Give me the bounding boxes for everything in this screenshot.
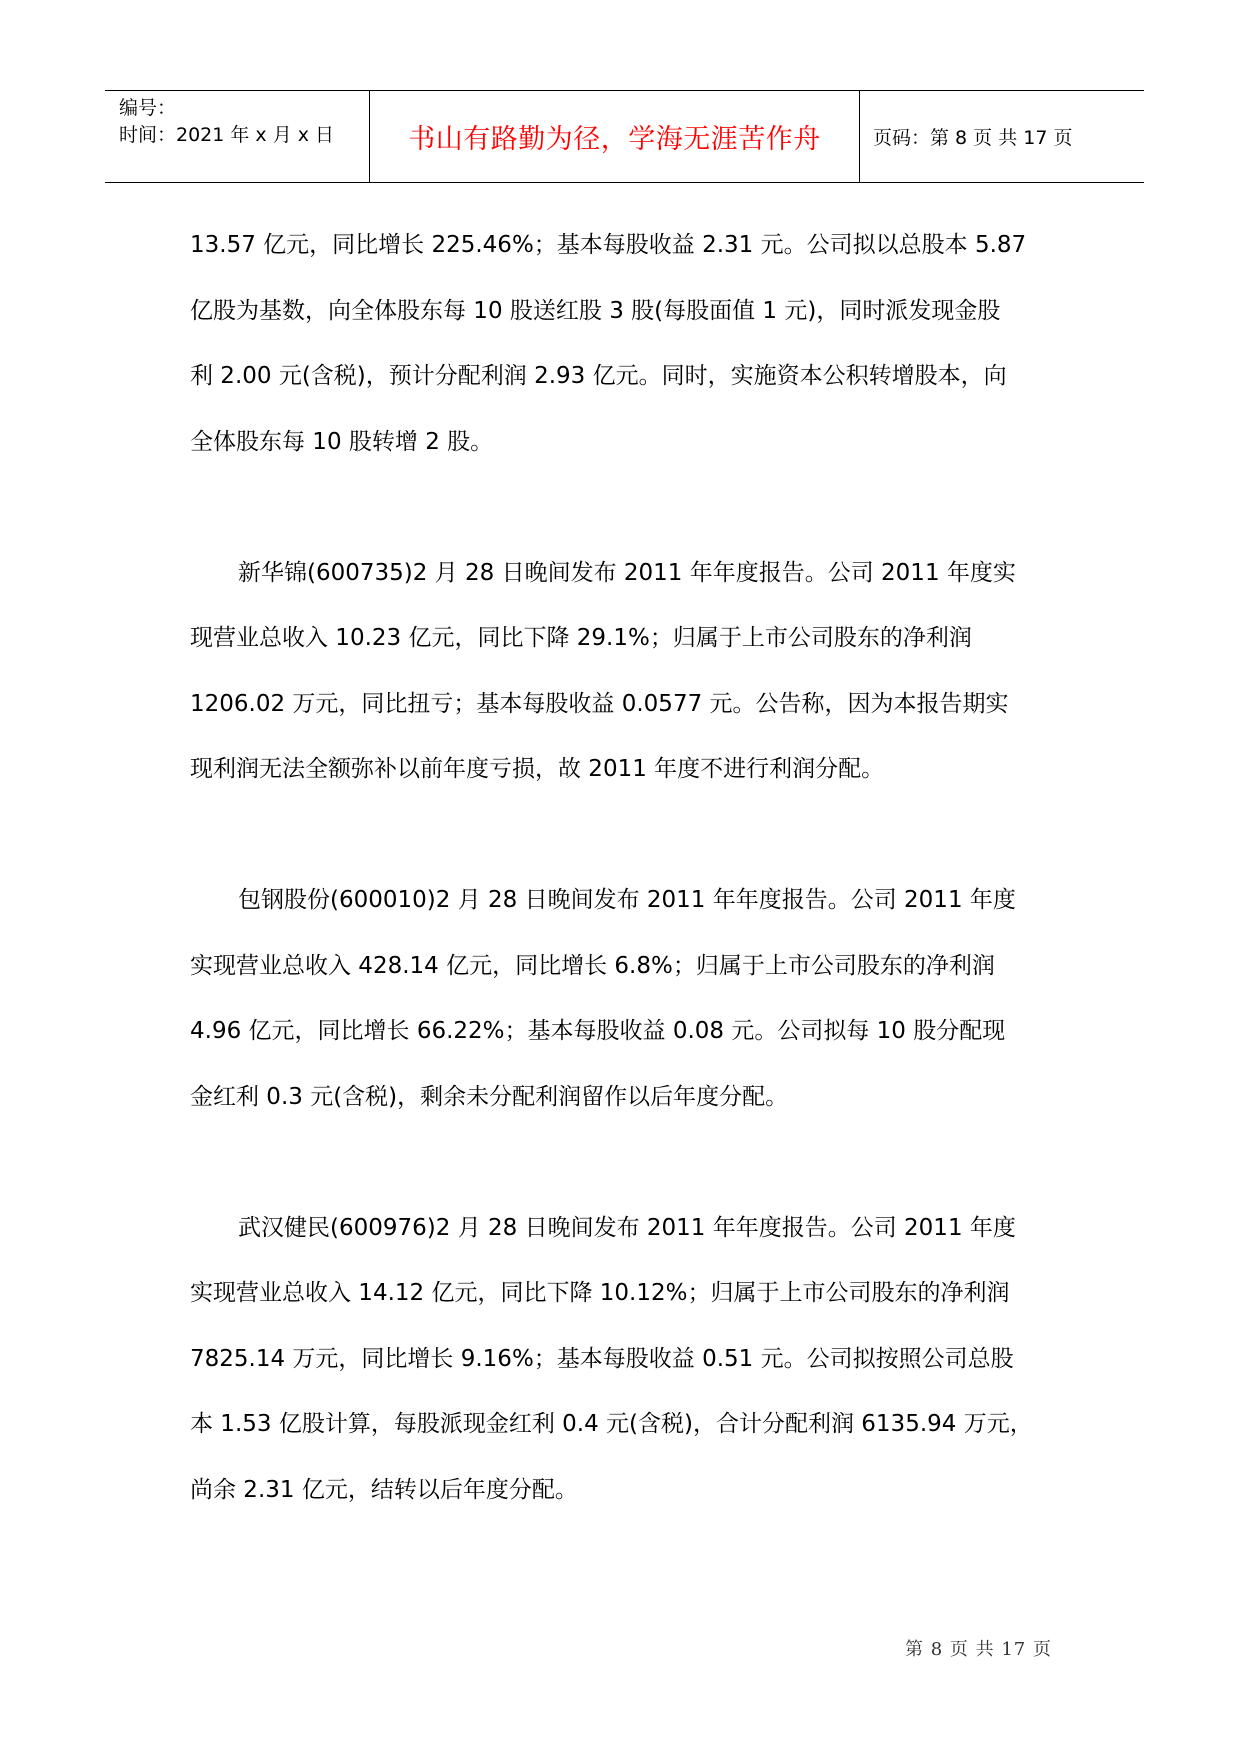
document-date-label: 时间：2021 年 x 月 x 日 — [119, 124, 335, 146]
text-line: 尚余 2.31 亿元，结转以后年度分配。 — [190, 1476, 578, 1503]
paragraph — [190, 868, 1090, 1130]
text-line: 金红利 0.3 元(含税)，剩余未分配利润留作以后年度分配。 — [190, 1083, 789, 1110]
text-line: 实现营业总收入 428.14 亿元，同比增长 6.8%；归属于上市公司股东的净利润 — [190, 952, 995, 979]
document-body — [190, 213, 1090, 1589]
text-line: 实现营业总收入 14.12 亿元，同比下降 10.12%；归属于上市公司股东的净利润 — [190, 1280, 1010, 1306]
paragraph — [190, 213, 1090, 475]
text-line: 1206.02 万元，同比扭亏；基本每股收益 0.0577 元。公告称，因为本报告期实 — [190, 690, 1009, 717]
text-line: 4.96 亿元，同比增长 66.22%；基本每股收益 0.08 元。公司拟每 10 股分配现 — [190, 1018, 1006, 1044]
text-line: 本 1.53 亿股计算，每股派现金红利 0.4 元(含税)，合计分配利润 6135.94 万元， — [190, 1411, 1033, 1437]
document-number-label: 编号： — [119, 97, 177, 119]
header-meta — [119, 95, 334, 149]
text-line: 亿股为基数，向全体股东每 10 股送红股 3 股(每股面值 1 元)，同时派发现金股 — [190, 297, 1001, 324]
text-line: 利 2.00 元(含税)，预计分配利润 2.93 亿元。同时，实施资本公积转增股本，向 — [190, 363, 1007, 389]
text-line: 武汉健民(600976)2 月 28 日晚间发布 2011 年年度报告。公司 2011 年度 — [238, 1214, 1016, 1241]
text-line: 13.57 亿元，同比增长 225.46%；基本每股收益 2.31 元。公司拟以总股本 5.87 — [190, 232, 1027, 258]
header-motto: 书山有路勤为径，学海无涯苦作舟 — [408, 124, 821, 155]
text-line: 现营业总收入 10.23 亿元，同比下降 29.1%；归属于上市公司股东的净利润 — [190, 625, 972, 651]
paragraph — [190, 1196, 1090, 1524]
page-footer: 第 8 页 共 17 页 — [905, 1639, 1052, 1660]
text-line: 新华锦(600735)2 月 28 日晚间发布 2011 年年度报告。公司 2011 年度实 — [238, 559, 1016, 586]
text-line: 7825.14 万元，同比增长 9.16%；基本每股收益 0.51 元。公司拟按照公司总股 — [190, 1345, 1014, 1372]
header-page-info: 页码：第 8 页 共 17 页 — [873, 127, 1073, 149]
text-line: 现利润无法全额弥补以前年度亏损，故 2011 年度不进行利润分配。 — [190, 756, 885, 782]
text-line: 包钢股份(600010)2 月 28 日晚间发布 2011 年年度报告。公司 2011 年度 — [238, 887, 1016, 913]
paragraph — [190, 541, 1090, 803]
page-header — [105, 90, 1144, 183]
header-divider — [859, 91, 860, 182]
text-line: 全体股东每 10 股转增 2 股。 — [190, 428, 494, 455]
